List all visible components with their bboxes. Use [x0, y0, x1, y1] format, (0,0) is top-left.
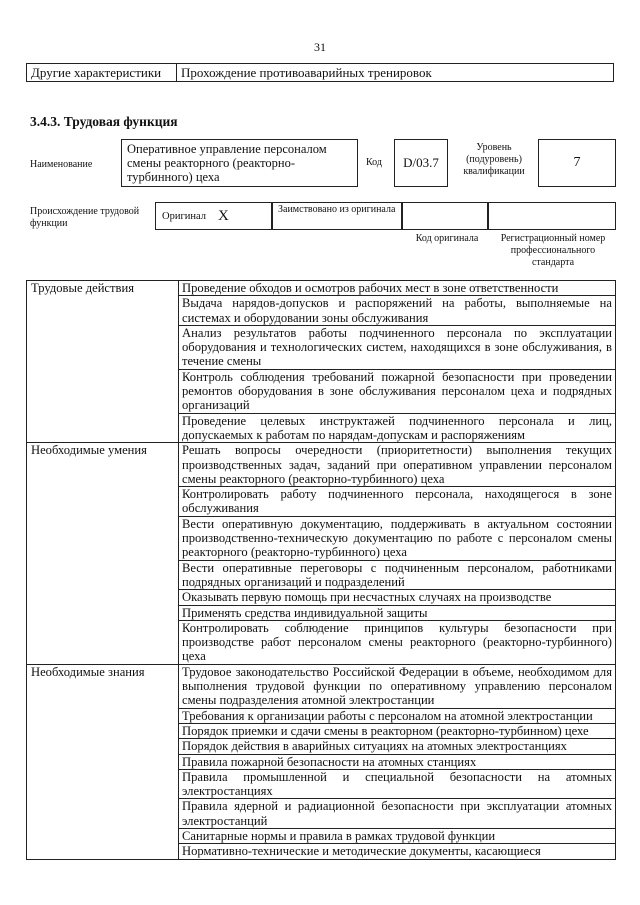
section-item: Выдача нарядов-допусков и распоряжений на работы, выполняемые на системах и оборудовании зоны обслуживания: [179, 296, 616, 326]
section-item: Контролировать соблюдение принципов культуры безопасности при производстве работ персоналом смены реакторного (реакторно-турбинного) цеха: [179, 620, 616, 664]
original-mark: X: [218, 207, 229, 224]
code-label: Код: [366, 157, 382, 168]
section-item: Контролировать работу подчиненного персонала, находящегося в зоне обслуживания: [179, 487, 616, 517]
other-characteristics-value: Прохождение противоаварийных тренировок: [177, 64, 614, 82]
section-item: Решать вопросы очередности (приоритетности) выполнения текущих производственных задач, заданий при оперативном управлении персоналом смены реакторного (реакторно-турбинного) цеха: [179, 443, 616, 487]
section-item: Анализ результатов работы подчиненного персонала по эксплуатации оборудования и технологических систем, находящихся в зоне обслуживания, в течение смены: [179, 325, 616, 369]
function-details-table: [26, 280, 616, 860]
registration-number-box: [488, 202, 616, 230]
function-code-box: D/03.7: [394, 139, 448, 187]
section-item: Правила пожарной безопасности на атомных станциях: [179, 754, 616, 769]
origin-label: Происхождение трудовой функции: [30, 206, 140, 229]
other-characteristics-table: [26, 63, 614, 82]
section-heading: 3.4.3. Трудовая функция: [30, 114, 178, 129]
name-label: Наименование: [30, 159, 93, 170]
table-row: [27, 443, 616, 487]
qualification-level-box: 7: [538, 139, 616, 187]
section-item: Применять средства индивидуальной защиты: [179, 605, 616, 620]
table-row: [27, 64, 614, 82]
section-item: Вести оперативные переговоры с подчиненным персоналом, работниками подрядных организаций и подразделений: [179, 560, 616, 590]
original-box: [155, 202, 272, 230]
section-item: Проведение целевых инструктажей подчиненного персонала и лиц, допускаемых к работам по нарядам-допускам и распоряжениям: [179, 413, 616, 443]
section-item: Оказывать первую помощь при несчастных случаях на производстве: [179, 590, 616, 605]
other-characteristics-label: Другие характеристики: [27, 64, 177, 82]
section-item: Контроль соблюдения требований пожарной безопасности при проведении ремонтов оборудования в зоне обслуживания персоналом цеха и подрядных организаций: [179, 369, 616, 413]
original-code-box: [402, 202, 488, 230]
section-item: Правила промышленной и специальной безопасности на атомных электростанциях: [179, 769, 616, 799]
section-label: Трудовые действия: [27, 281, 179, 443]
table-row: [27, 281, 616, 296]
registration-number-label: Регистрационный номер профессионального стандарта: [500, 233, 606, 268]
section-item: Требования к организации работы с персоналом на атомной электростанции: [179, 708, 616, 723]
section-label: Необходимые знания: [27, 664, 179, 859]
section-item: Порядок действия в аварийных ситуациях на атомных электростанциях: [179, 739, 616, 754]
section-item: Трудовое законодательство Российской Федерации в объеме, необходимом для выполнения трудовой функции по оперативному управлению персоналом смены подразделения атомной электростанции: [179, 664, 616, 708]
page-number: 31: [314, 40, 326, 54]
section-item: Проведение обходов и осмотров рабочих мест в зоне ответственности: [179, 281, 616, 296]
section-label: Необходимые умения: [27, 443, 179, 664]
borrowed-box: Заимствовано из оригинала: [272, 202, 402, 230]
function-name-box: Оперативное управление персоналом смены реакторного (реакторно-турбинного) цеха: [121, 139, 358, 187]
section-item: Нормативно-технические и методические документы, касающиеся: [179, 844, 616, 859]
section-item: Санитарные нормы и правила в рамках трудовой функции: [179, 828, 616, 843]
code-original-label: Код оригинала: [415, 233, 479, 244]
level-label: Уровень (подуровень) квалификации: [463, 142, 525, 177]
section-item: Вести оперативную документацию, поддерживать в актуальном состоянии производственно-техническую документацию по работе с персоналом смены реакторного (реакторно-турбинного) цеха: [179, 516, 616, 560]
table-row: [27, 664, 616, 708]
original-label: Оригинал: [162, 210, 206, 222]
section-item: Правила ядерной и радиационной безопасности при эксплуатации атомных электростанций: [179, 799, 616, 829]
section-item: Порядок приемки и сдачи смены в реакторном (реакторно-турбинном) цехе: [179, 723, 616, 738]
